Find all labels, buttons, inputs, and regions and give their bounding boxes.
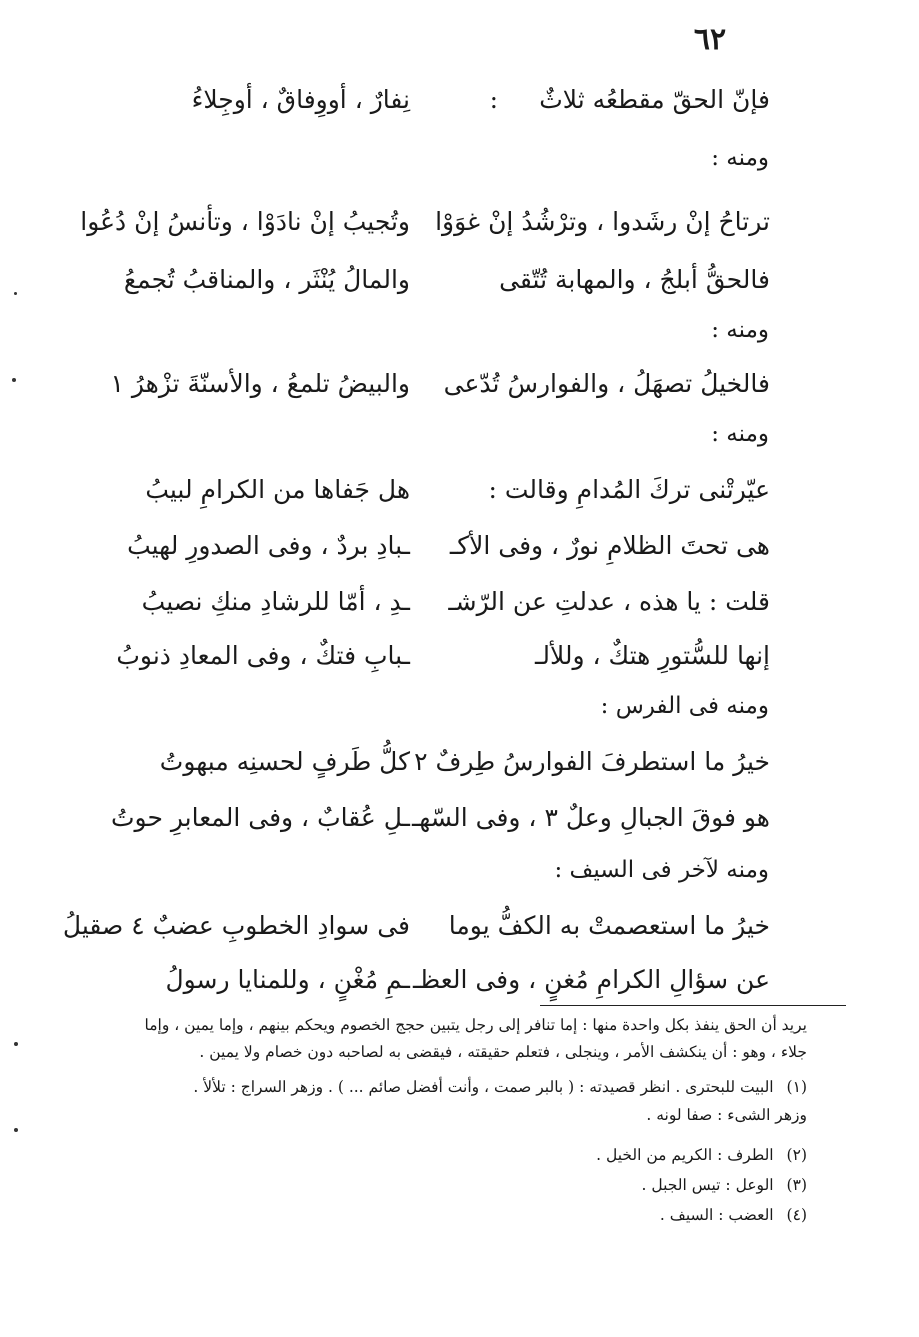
footnote-text: الوعل : تيس الجبل .	[641, 1176, 774, 1194]
verse-second-hemistich: والمالُ يُنْثَر ، والمناقبُ تُجمعُ	[123, 265, 410, 294]
verse-line	[110, 524, 770, 568]
verse-line	[110, 468, 770, 512]
footnote-text: العضب : السيف .	[659, 1206, 774, 1224]
verse-second-hemistich: ـبادِ بردٌ ، وفى الصدورِ لهيبُ	[127, 531, 410, 560]
section-heading: ومنه :	[711, 145, 769, 171]
footnote-line	[107, 1012, 807, 1039]
verse-separator: :	[489, 85, 498, 114]
verse-first-hemistich: قلت : يا هذه ، عدلتِ عن الرّشـ	[448, 587, 770, 616]
page-number: ٦٢	[693, 22, 727, 57]
verse-second-hemistich: ـدِ ، أمّا للرشادِ منكِ نصيبُ	[141, 587, 410, 616]
scan-speck	[12, 378, 16, 382]
verse-line	[110, 958, 770, 1002]
verse-second-hemistich: وتُجيبُ إنْ نادَوْا ، وتأنسُ إنْ دُعُوا	[80, 207, 410, 236]
verse-first-hemistich: عيّرتْنى تركَ المُدامِ وقالت :	[488, 475, 770, 504]
scan-speck	[14, 1128, 18, 1132]
footnote-line	[107, 1142, 807, 1169]
verse-second-hemistich: ـمِ مُغْنٍ ، وللمنايا رسولُ	[165, 965, 410, 994]
verse-line	[110, 740, 770, 784]
verse-line	[110, 258, 770, 302]
verse-second-hemistich: ـلِ عُقابٌ ، وفى المعابرِ حوتُ	[111, 803, 410, 832]
scan-speck	[14, 1042, 18, 1046]
footnote-number: (٤)	[786, 1206, 807, 1224]
verse-line	[110, 796, 770, 840]
verse-first-hemistich: عن سؤالِ الكرامِ مُغنٍ ، وفى العظـ	[412, 965, 770, 994]
verse-first-hemistich: فالخيلُ تصهَلُ ، والفوارسُ تُدّعى	[443, 369, 770, 398]
footnote-text: جلاء ، وهو : أن ينكشف الأمر ، وينجلى ، فتعلم حقيقته ، فيقضى به لصاحبه دون خصام ولا يمين .	[199, 1043, 807, 1061]
verse-line	[110, 78, 770, 122]
footnote-line	[107, 1039, 807, 1066]
verse-line	[110, 634, 770, 678]
verse-second-hemistich: نِفارٌ ، أووِفاقٌ ، أوجِلاءُ	[191, 85, 410, 114]
section-heading: ومنه لآخر فى السيف :	[554, 857, 769, 883]
verse-first-hemistich: هو فوقَ الجبالِ وعلٌ ٣ ، وفى السّهـ	[411, 803, 770, 832]
verse-line	[110, 580, 770, 624]
verse-first-hemistich: فالحقُّ أبلجُ ، والمهابة تُتّقى	[499, 265, 770, 294]
footnote-line	[107, 1074, 807, 1101]
verse-line	[62, 904, 770, 948]
footnote-text: البيت للبحترى . انظر قصيدته : ( بالبر صمت ، وأنت أفضل صائم ... ) . وزهر السراج : تلألأ .	[193, 1078, 774, 1096]
scan-speck	[14, 292, 17, 295]
verse-first-hemistich: فإنّ الحقّ مقطعُه ثلاثٌ	[539, 85, 770, 114]
section-heading: ومنه فى الفرس :	[600, 693, 769, 719]
verse-second-hemistich: والبيضُ تلمعُ ، والأسنّةَ تزْهرُ ١	[110, 369, 410, 398]
footnote-line	[107, 1102, 807, 1129]
section-heading: ومنه :	[711, 317, 769, 343]
verse-line	[80, 200, 770, 244]
verse-second-hemistich: كلُّ طَرفٍ لحسنِه مبهوتُ	[159, 747, 410, 776]
footnote-text: يريد أن الحق ينفذ بكل واحدة منها : إما تنافر إلى رجل يتبين حجج الخصوم ويحكم بينهم ، وإما يمين ، وإما	[144, 1016, 807, 1034]
footnote-number: (٢)	[786, 1146, 807, 1164]
verse-first-hemistich: ترتاحُ إنْ رشَدوا ، وترْشُدُ إنْ غوَوْا	[435, 207, 770, 236]
verse-second-hemistich: هل جَفاها من الكرامِ لبيبُ	[145, 475, 410, 504]
footnote-divider	[540, 1005, 846, 1006]
verse-first-hemistich: خيرُ ما استطرفَ الفوارسُ طِرفٌ ٢	[414, 747, 770, 776]
verse-line	[110, 362, 770, 406]
footnote-line	[107, 1172, 807, 1199]
verse-first-hemistich: هى تحتَ الظلامِ نورٌ ، وفى الأكـ	[449, 531, 770, 560]
footnote-text: الطرف : الكريم من الخيل .	[596, 1146, 774, 1164]
footnote-text: وزهر الشىء : صفا لونه .	[646, 1106, 807, 1124]
verse-first-hemistich: خيرُ ما استعصمتْ به الكفُّ يوما	[448, 911, 770, 940]
verse-second-hemistich: ـبابِ فتكٌ ، وفى المعادِ ذنوبُ	[116, 641, 410, 670]
footnote-number: (١)	[786, 1078, 807, 1096]
section-heading: ومنه :	[711, 421, 769, 447]
verse-first-hemistich: إنها للسُّتورِ هتكٌ ، وللألـ	[535, 641, 770, 670]
footnote-number: (٣)	[786, 1176, 807, 1194]
verse-second-hemistich: فى سوادِ الخطوبِ عضبٌ ٤ صقيلُ	[62, 911, 410, 940]
footnote-line	[107, 1202, 807, 1229]
